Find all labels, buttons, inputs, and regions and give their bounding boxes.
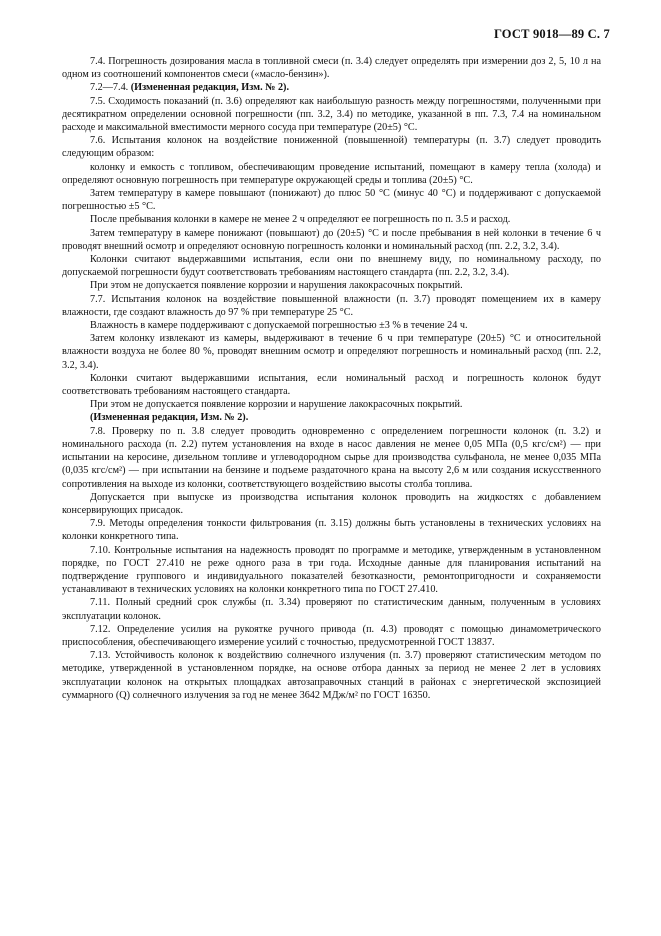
page-header: ГОСТ 9018—89 С. 7 [493,27,610,41]
paragraph-7-7-criteria: Колонки считают выдержавшими испытания, если номинальный расход и погрешность колонок будут соответствовать требованиям настоящего стандарта. [62,372,601,398]
paragraph-7-6: 7.6. Испытания колонок на воздействие пониженной (повышенной) температуры (п. 3.7) следует проводить следующим образом: [62,135,601,160]
paragraph-7-6-step-2: Затем температуру в камере повышают (понижают) до плюс 50 °С (минус 40 °С) и поддерживают с допускаемой погрешностью ±5 °С. [62,188,601,213]
revision-note-2: (Измененная редакция, Изм. № 2). [90,412,249,424]
paragraph-7-7-note: При этом не допускается появление коррозии и нарушение лакокрасочных покрытий. [90,399,463,411]
paragraph-7-7-step: Затем колонку извлекают из камеры, выдерживают в течение 6 ч при температуре (20±5) °С и относительной влажности воздуха не более 80 %, проводят внешним осмотр и определяют погрешность и номинальный расход (пп. 2.2, 3.2, 3.4). [62,333,601,371]
paragraph-7-5: 7.5. Сходимость показаний (п. 3.6) определяют как наибольшую разность между погрешностями, полученными при десятикратном определении основной погрешности (пп. 3.2, 3.4) по методике, указанной в пп. 7.3, 7.4 на номинальном расходе и максимальной вместимости мерного сосуда при температуре (20±5) °С. [62,95,601,134]
paragraph-7-8-note: Допускается при выпуске из производства испытания колонок проводить на жидкостях с добавлением консервирующих присадок. [62,491,601,516]
paragraph-7-11: 7.11. Полный средний срок службы (п. 3.34) проверяют по статистическим данным, полученным в условиях эксплуатации колонок. [62,597,601,622]
paragraph-7-9: 7.9. Методы определения тонкости фильтрования (п. 3.15) должны быть установлены в технических условиях на колонки конкретного типа. [62,518,601,543]
paragraph-7-12: 7.12. Определение усилия на рукоятке ручного привода (п. 4.3) проводят с помощью динамометрического приспособления, обеспечивающего измерение усилий с точностью, предусмотренной ГОСТ 13837. [62,623,601,648]
paragraph-7-6-step-4: Затем температуру в камере понижают (повышают) до (20±5) °С и после пребывания в ней колонки в течение 6 ч проводят внешний осмотр и определяют основную погрешность колонки и номинальный расход (пп. 2.2, 3.2, 3.4). [62,227,601,252]
paragraph-7-13: 7.13. Устойчивость колонок к воздействию солнечного излучения (п. 3.7) проверяют статистическим методом по методике, утвержденной в установленном порядке, на основе отбора данных за период не менее 2 лет в условиях эксплуатации колонок на открытых площадках автозаправочных станций в районах с энергетической экспозицией суммарного (Q) солнечного излучения за год не менее 3642 МДж/м² по ГОСТ 16350. [62,650,601,701]
document-body [62,55,601,702]
revision-note: (Измененная редакция, Изм. № 2). [130,82,289,94]
paragraph-7-8: 7.8. Проверку по п. 3.8 следует проводить одновременно с определением погрешности колонок (п. 3.2) и номинального расхода (п. 2.2) путем установления на входе в насос давления не менее 0,05 МПа (0,5 кгс/см²) — при испытании на керосине, дизельном топливе и углеводородном сырье для производства сульфанола, не менее 0,035 МПа (0,035 кгс/см²) — при испытании на бензине и подъеме раздаточного крана на высоту 2,6 м или создания искусственного сопротивления на выходе из колонки, соответствующего воздействию высоты столба топлива. [62,425,601,490]
paragraph-7-6-criteria: Колонки считают выдержавшими испытания, если они по внешнему виду, по номинальному расходу, по допускаемой погрешности будут соответствовать требованиям настоящего стандарта (пп. 2.2, 3.2, 3.4). [62,254,601,279]
paragraph-7-2-7-4-revision [62,81,601,94]
paragraph-7-7: 7.7. Испытания колонок на воздействие повышенной влажности (п. 3.7) проводят помещением их в камеру влажности, где создают влажность до 97 % при температуре 25 °С. [62,293,601,318]
paragraph-7-6-step-1: колонку и емкость с топливом, обеспечивающим проведение испытаний, помещают в камеру тепла (холода) и определяют основную погрешность при температуре окружающей среды и топлива (20±5) °С. [62,161,601,186]
paragraph-7-6-note: При этом не допускается появление коррозии и нарушения лакокрасочных покрытий. [90,280,463,292]
revision-range: 7.2—7.4. [90,82,131,94]
paragraph-7-7-humidity: Влажность в камере поддерживают с допускаемой погрешностью ±3 % в течение 24 ч. [90,320,468,332]
paragraph-7-10: 7.10. Контрольные испытания на надежность проводят по программе и методике, утвержденным в установленном порядке, по ГОСТ 27.410 не реже одного раза в три года. Исходные данные для планирования испытаний на подтверждение группового и индивидуального показателей безотказности, ремонтопригодности и сохраняемости устанавливают в технических условиях на колонки конкретного типа по ГОСТ 27.410. [62,544,601,596]
paragraph-7-4: 7.4. Погрешность дозирования масла в топливной смеси (п. 3.4) следует определять при измерении доз 2, 5, 10 л на одном из соотношений компонентов смеси («масло-бензин»). [62,56,601,81]
paragraph-7-6-step-3: После пребывания колонки в камере не менее 2 ч определяют ее погрешность по п. 3.5 и расход. [90,214,511,226]
